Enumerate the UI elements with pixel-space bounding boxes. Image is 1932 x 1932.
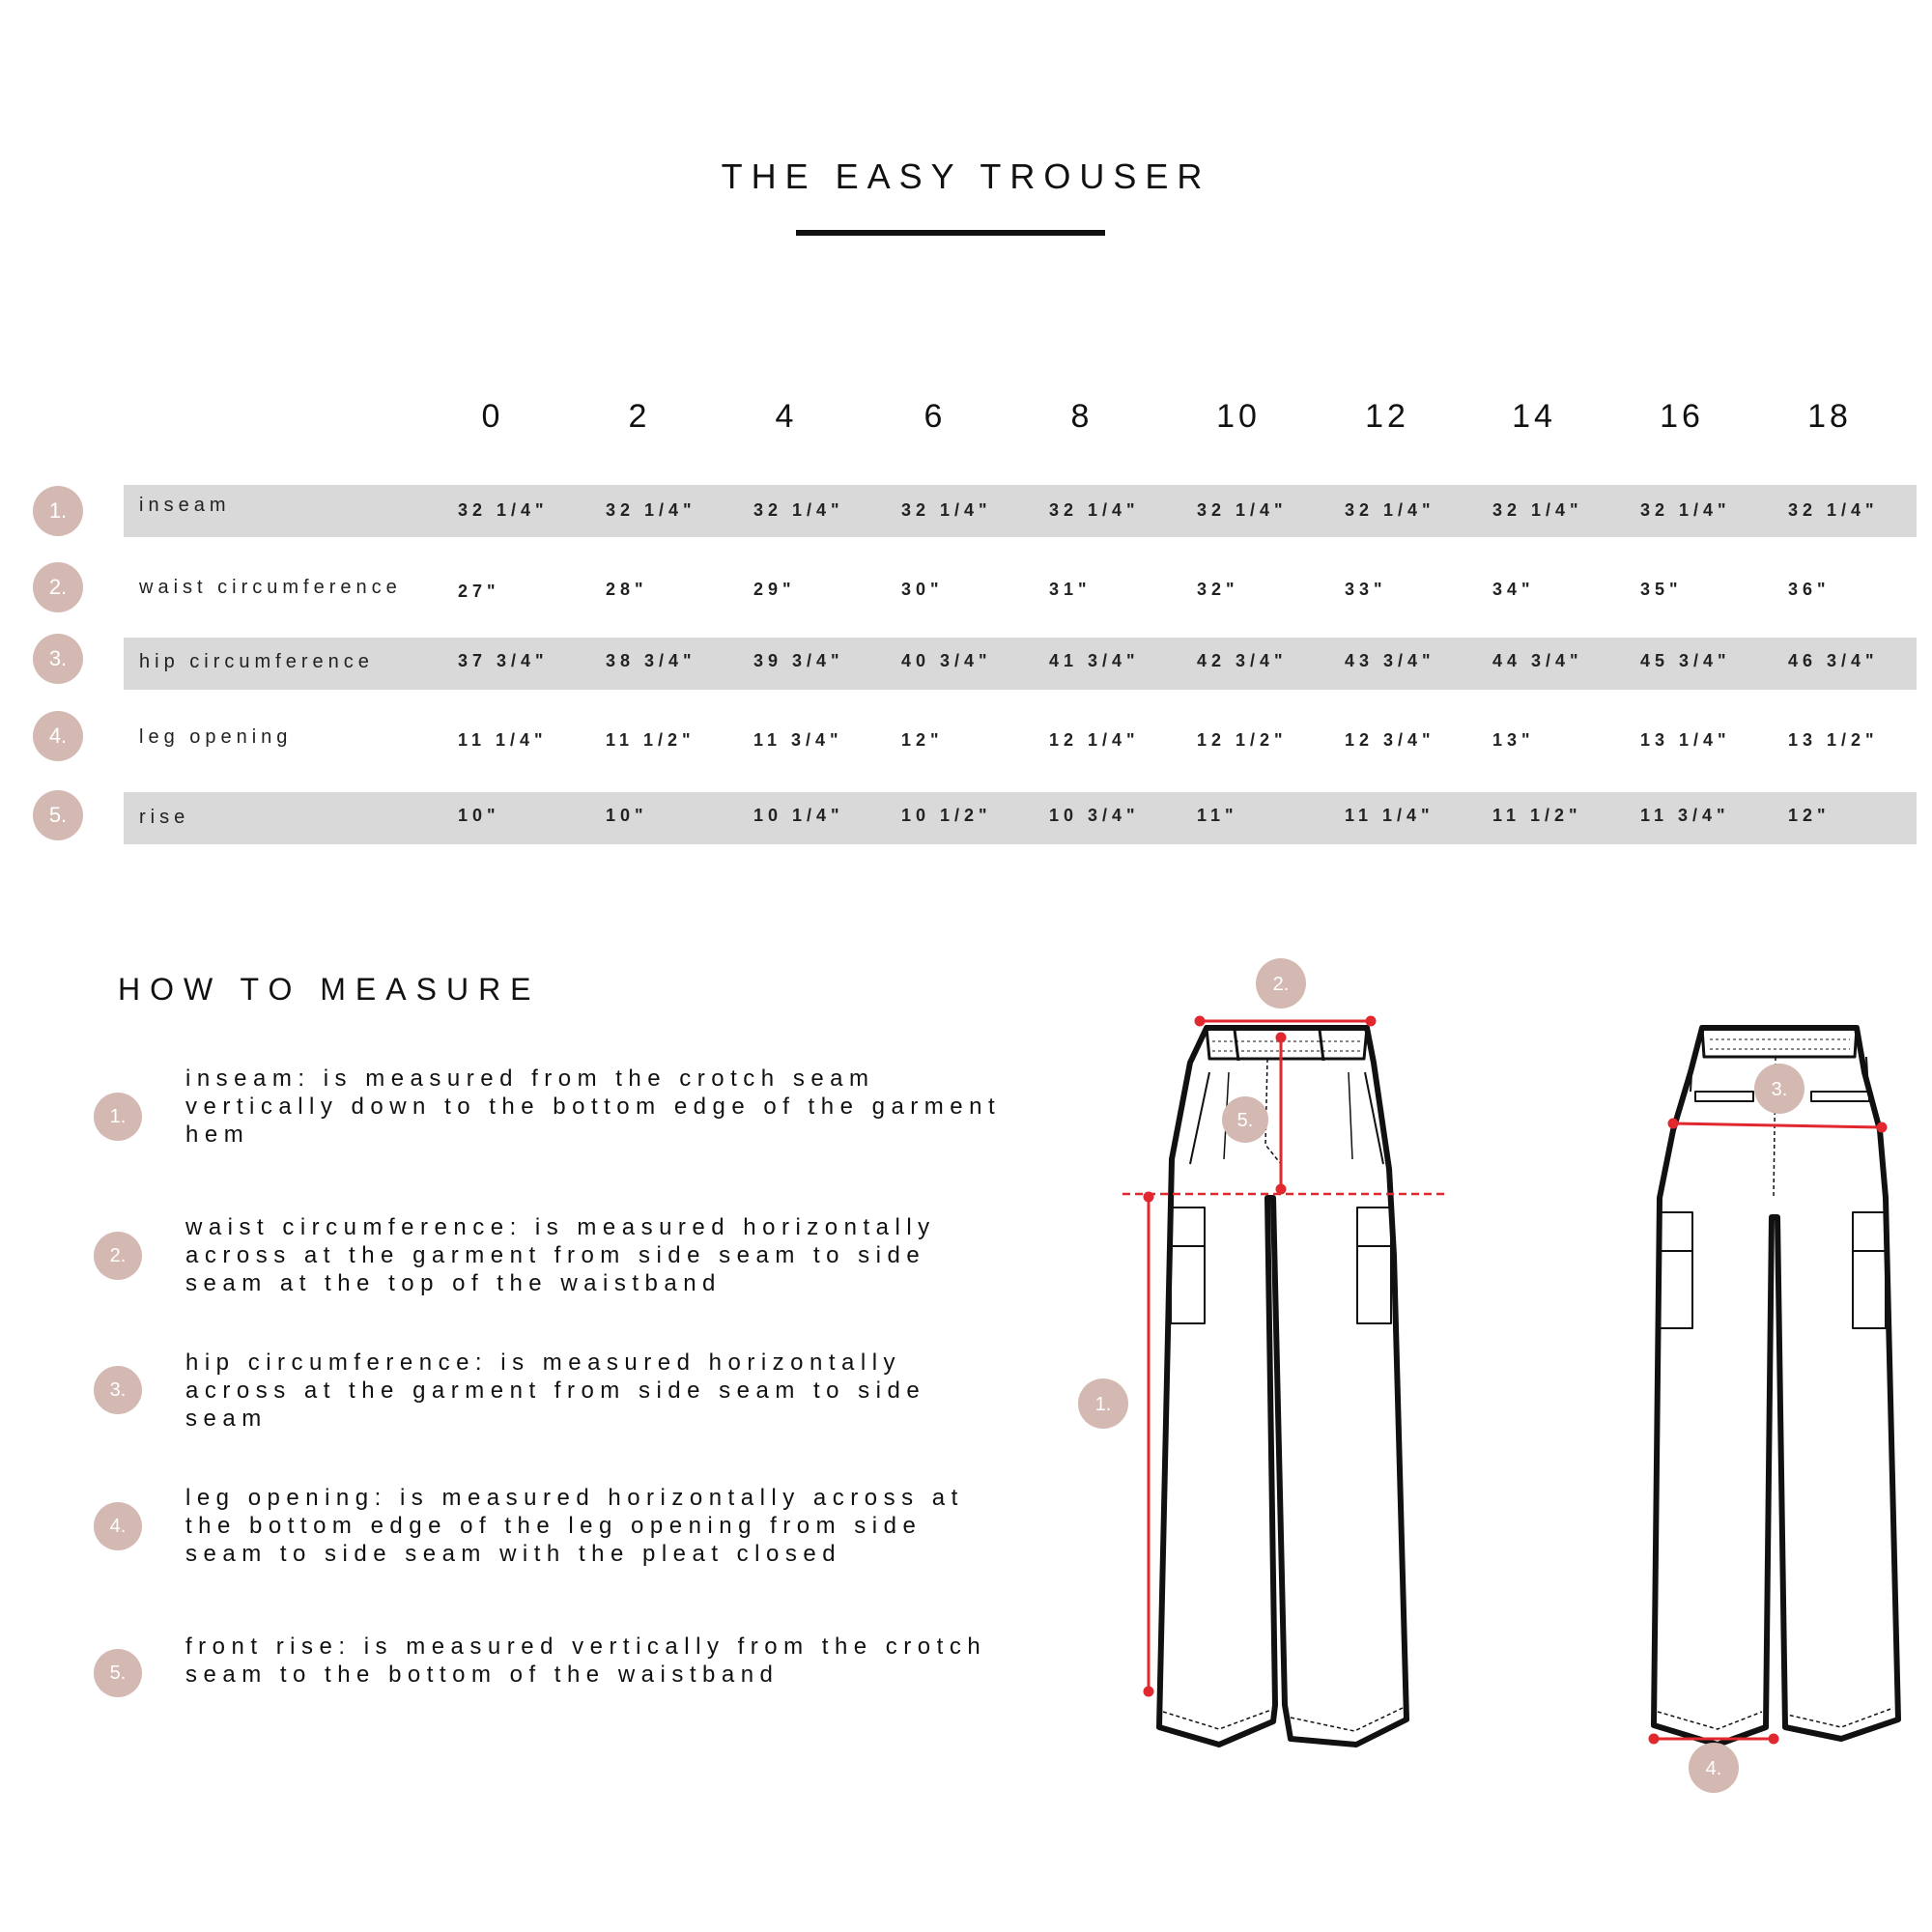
table-cell: 32 1/4" bbox=[1640, 500, 1731, 520]
instruction-number-badge: 5. bbox=[94, 1649, 142, 1697]
table-cell: 13" bbox=[1492, 730, 1535, 750]
table-cell: 32 1/4" bbox=[901, 500, 992, 520]
size-header: 16 bbox=[1660, 398, 1704, 435]
table-cell: 32 1/4" bbox=[1492, 500, 1583, 520]
diagram-badge-leg-opening bbox=[1689, 1743, 1739, 1793]
instruction-number-badge: 1. bbox=[94, 1093, 142, 1141]
table-cell: 32" bbox=[1197, 580, 1239, 599]
cargo-pocket bbox=[1357, 1208, 1391, 1323]
measure-endpoint bbox=[1366, 1016, 1376, 1026]
measure-endpoint bbox=[1276, 1033, 1286, 1042]
table-cell: 31" bbox=[1049, 580, 1092, 599]
table-cell: 44 3/4" bbox=[1492, 651, 1583, 670]
measure-endpoint bbox=[1769, 1734, 1778, 1744]
front-pocket bbox=[1190, 1072, 1383, 1164]
instruction-text: front rise: is measured vertically from the crotch seam to the bottom of the waistband bbox=[185, 1634, 987, 1688]
table-cell: 43 3/4" bbox=[1345, 651, 1435, 670]
measure-endpoint bbox=[1877, 1122, 1887, 1132]
svg-text:5.: 5. bbox=[1236, 1110, 1254, 1131]
table-cell: 28" bbox=[606, 580, 648, 599]
table-cell: 32 1/4" bbox=[1197, 500, 1288, 520]
diagram-badge-waist bbox=[1256, 958, 1306, 1009]
table-cell: 11 1/4" bbox=[1345, 806, 1435, 825]
row-number-badge: 2. bbox=[33, 562, 83, 612]
measure-endpoint bbox=[1668, 1119, 1678, 1128]
trouser-front-view bbox=[1159, 1028, 1406, 1745]
table-cell: 38 3/4" bbox=[606, 651, 696, 670]
fly-stitch bbox=[1265, 1059, 1281, 1164]
table-cell: 32 1/4" bbox=[753, 500, 844, 520]
table-cell: 35" bbox=[1640, 580, 1683, 599]
size-header: 0 bbox=[481, 398, 504, 435]
measure-endpoint bbox=[1144, 1687, 1153, 1696]
table-cell: 13 1/2" bbox=[1788, 730, 1879, 750]
cargo-pocket bbox=[1853, 1212, 1886, 1328]
table-cell: 11 3/4" bbox=[1640, 806, 1730, 825]
table-cell: 42 3/4" bbox=[1197, 651, 1288, 670]
table-cell: 13 1/4" bbox=[1640, 730, 1731, 750]
instruction-number-badge: 3. bbox=[94, 1366, 142, 1414]
instruction-text: inseam: is measured from the crotch seam vertically down to the bottom edge of the garment hem bbox=[185, 1065, 1002, 1148]
back-welt-pocket bbox=[1695, 1092, 1753, 1101]
svg-text:2.: 2. bbox=[1272, 974, 1290, 995]
measure-endpoint bbox=[1144, 1192, 1153, 1202]
diagram-badge-inseam bbox=[1078, 1378, 1128, 1429]
table-cell: 29" bbox=[753, 580, 796, 599]
table-cell: 32 1/4" bbox=[1788, 500, 1879, 520]
row-label: leg opening bbox=[139, 726, 293, 748]
row-number-badge: 1. bbox=[33, 486, 83, 536]
table-cell: 39 3/4" bbox=[753, 651, 844, 670]
back-welt-pocket bbox=[1811, 1092, 1869, 1101]
diagram-badge-hip bbox=[1754, 1064, 1804, 1114]
table-cell: 11 1/2" bbox=[1492, 806, 1582, 825]
table-cell: 12 1/2" bbox=[1197, 730, 1288, 750]
size-header: 2 bbox=[628, 398, 651, 435]
table-cell: 41 3/4" bbox=[1049, 651, 1140, 670]
instruction-number-badge: 4. bbox=[94, 1502, 142, 1550]
row-label: hip circumference bbox=[139, 651, 374, 672]
table-cell: 45 3/4" bbox=[1640, 651, 1731, 670]
table-cell: 30" bbox=[901, 580, 944, 599]
cargo-pocket bbox=[1660, 1212, 1692, 1328]
table-cell: 40 3/4" bbox=[901, 651, 992, 670]
table-cell: 37 3/4" bbox=[458, 651, 549, 670]
table-cell: 10 1/2" bbox=[901, 806, 992, 825]
row-number-badge: 4. bbox=[33, 711, 83, 761]
table-cell: 32 1/4" bbox=[1049, 500, 1140, 520]
measure-endpoint bbox=[1276, 1184, 1286, 1194]
measure-endpoint bbox=[1195, 1016, 1205, 1026]
how-to-measure-heading: HOW TO MEASURE bbox=[118, 972, 541, 1007]
svg-text:3.: 3. bbox=[1771, 1079, 1788, 1100]
trouser-back-view bbox=[1654, 1028, 1898, 1745]
table-cell: 27" bbox=[458, 582, 500, 601]
row-label: rise bbox=[139, 807, 190, 828]
page-title: THE EASY TROUSER bbox=[721, 156, 1211, 196]
svg-text:4.: 4. bbox=[1705, 1758, 1722, 1779]
cargo-pocket bbox=[1171, 1208, 1205, 1323]
waistband bbox=[1207, 1028, 1367, 1059]
table-cell: 46 3/4" bbox=[1788, 651, 1879, 670]
table-cell: 11 1/4" bbox=[458, 730, 548, 750]
table-cell: 32 1/4" bbox=[458, 500, 549, 520]
size-header: 12 bbox=[1365, 398, 1409, 435]
diagram-badge-rise bbox=[1222, 1096, 1268, 1143]
svg-text:1.: 1. bbox=[1094, 1394, 1112, 1415]
size-header: 4 bbox=[775, 398, 798, 435]
size-header: 8 bbox=[1070, 398, 1094, 435]
belt-loop bbox=[1235, 1030, 1238, 1061]
table-cell: 11 1/2" bbox=[606, 730, 696, 750]
table-cell: 34" bbox=[1492, 580, 1535, 599]
size-header: 6 bbox=[923, 398, 947, 435]
row-number-badge: 5. bbox=[33, 790, 83, 840]
table-cell: 12 3/4" bbox=[1345, 730, 1435, 750]
table-cell: 32 1/4" bbox=[1345, 500, 1435, 520]
size-header: 10 bbox=[1216, 398, 1261, 435]
trouser-back-outline bbox=[1654, 1028, 1898, 1745]
table-cell: 10 1/4" bbox=[753, 806, 844, 825]
instruction-text: hip circumference: is measured horizontally across at the garment from side seam to side seam bbox=[185, 1350, 926, 1432]
row-label: waist circumference bbox=[139, 577, 402, 598]
instruction-number-badge: 2. bbox=[94, 1232, 142, 1280]
table-cell: 10 3/4" bbox=[1049, 806, 1140, 825]
waistband bbox=[1702, 1028, 1857, 1057]
table-cell: 36" bbox=[1788, 580, 1831, 599]
hip-measure-line bbox=[1673, 1123, 1882, 1127]
table-cell: 10" bbox=[458, 806, 500, 825]
instruction-text: leg opening: is measured horizontally across at the bottom edge of the leg opening from side seam to side seam with the pleat closed bbox=[185, 1485, 964, 1567]
table-cell: 12 1/4" bbox=[1049, 730, 1140, 750]
measure-endpoint bbox=[1649, 1734, 1659, 1744]
table-cell: 10" bbox=[606, 806, 648, 825]
hem-stitch bbox=[1163, 1708, 1403, 1731]
table-cell: 33" bbox=[1345, 580, 1387, 599]
row-number-badge: 3. bbox=[33, 634, 83, 684]
hem-stitch bbox=[1658, 1708, 1893, 1729]
table-cell: 11" bbox=[1197, 806, 1238, 825]
row-label: inseam bbox=[139, 495, 231, 516]
table-cell: 12" bbox=[901, 730, 944, 750]
size-header: 14 bbox=[1512, 398, 1556, 435]
size-header: 18 bbox=[1807, 398, 1852, 435]
instruction-text: waist circumference: is measured horizontally across at the garment from side seam to side seam at the top of the waistband bbox=[185, 1214, 936, 1296]
table-cell: 11 3/4" bbox=[753, 730, 843, 750]
table-cell: 12" bbox=[1788, 806, 1831, 825]
table-cell: 32 1/4" bbox=[606, 500, 696, 520]
belt-loop bbox=[1320, 1030, 1323, 1061]
